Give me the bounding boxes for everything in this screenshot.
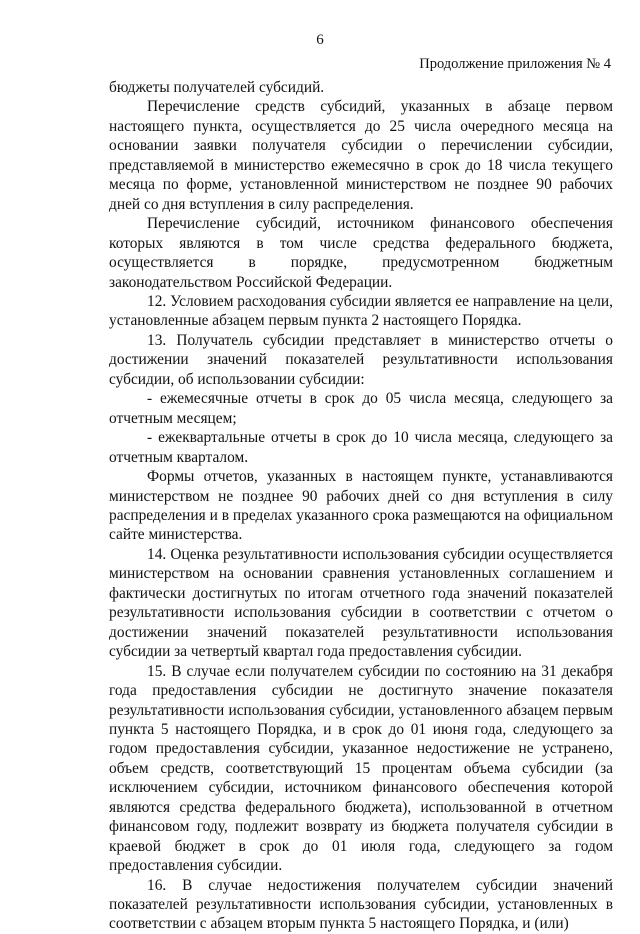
paragraph-federal-funding: Перечисление субсидий, источником финансового обеспечения которых являются в том числе средства федерального бюджета, осуществляется в порядке, предусмотренном бюджетным законодательством Российской Федерации. [109, 215, 613, 291]
paragraph-item-16: 16. В случае недостижения получателем субсидии значений показателей результативности использования субсидии, установленных в соответствии с абзацем вторым пункта 5 настоящего Порядка, и (или) [109, 876, 613, 933]
paragraph-item-14: 14. Оценка результативности использования субсидии осуществляется министерством на основании сравнения установленных соглашением и фактически достигнутых по итогам отчетного года значений показателей результативности использования субсидии в соответствии с отчетом о достижении значений показателей результативности использования субсидии за четвертый квартал года предоставления субсидии. [109, 545, 613, 661]
page-number: 6 [316, 32, 324, 48]
paragraph-continuation: бюджеты получателей субсидий. [109, 79, 325, 96]
paragraph-item-13: 13. Получатель субсидии представляет в министерство отчеты о достижении значений показателей результативности использования субсидии, об использовании субсидии: [109, 331, 613, 388]
list-item-quarterly-reports: - ежеквартальные отчеты в срок до 10 числа месяца, следующего за отчетным кварталом. [109, 429, 613, 466]
paragraph-transfer-of-funds: Перечисление средств субсидий, указанных в абзаце первом настоящего пункта, осуществляется до 25 числа очередного месяца на основании заявки получателя субсидии о перечислении субсидии, представляемой в министерство ежемесячно в срок до 18 числа текущего месяца по форме, установленной министерством не позднее 90 рабочих дней со дня вступления в силу распределения. [109, 98, 613, 213]
appendix-continuation-header: Продолжение приложения № 4 [419, 56, 611, 72]
paragraph-report-forms: Формы отчетов, указанных в настоящем пункте, устанавливаются министерством не позднее 90 рабочих дней со дня вступления в силу распределения и в пределах указанного срока размещаются на официальном сайте министерства. [109, 468, 613, 544]
paragraph-item-12: 12. Условием расходования субсидии является ее направление на цели, установленные абзацем первым пункта 2 настоящего Порядка. [109, 292, 613, 330]
document-body [109, 78, 613, 934]
list-item-monthly-reports: - ежемесячные отчеты в срок до 05 числа месяца, следующего за отчетным месяцем; [109, 390, 613, 427]
paragraph-item-15: 15. В случае если получателем субсидии по состоянию на 31 декабря года предоставления субсидии не достигнуто значение показателя результативности использования субсидии, установленного абзацем первым пункта 5 настоящего Порядка, и в срок до 01 июня года, следующего за годом предоставления субсидии, указанное недостижение не устранено, объем средств, соответствующий 15 процентам объема субсидии (за исключением субсидии, источником финансового обеспечения которой являются средства федерального бюджета), использованной в отчетном финансовом году, подлежит возврату из бюджета получателя субсидии в краевой бюджет в срок до 01 июля года, следующего за годом предоставления субсидии. [109, 662, 613, 875]
